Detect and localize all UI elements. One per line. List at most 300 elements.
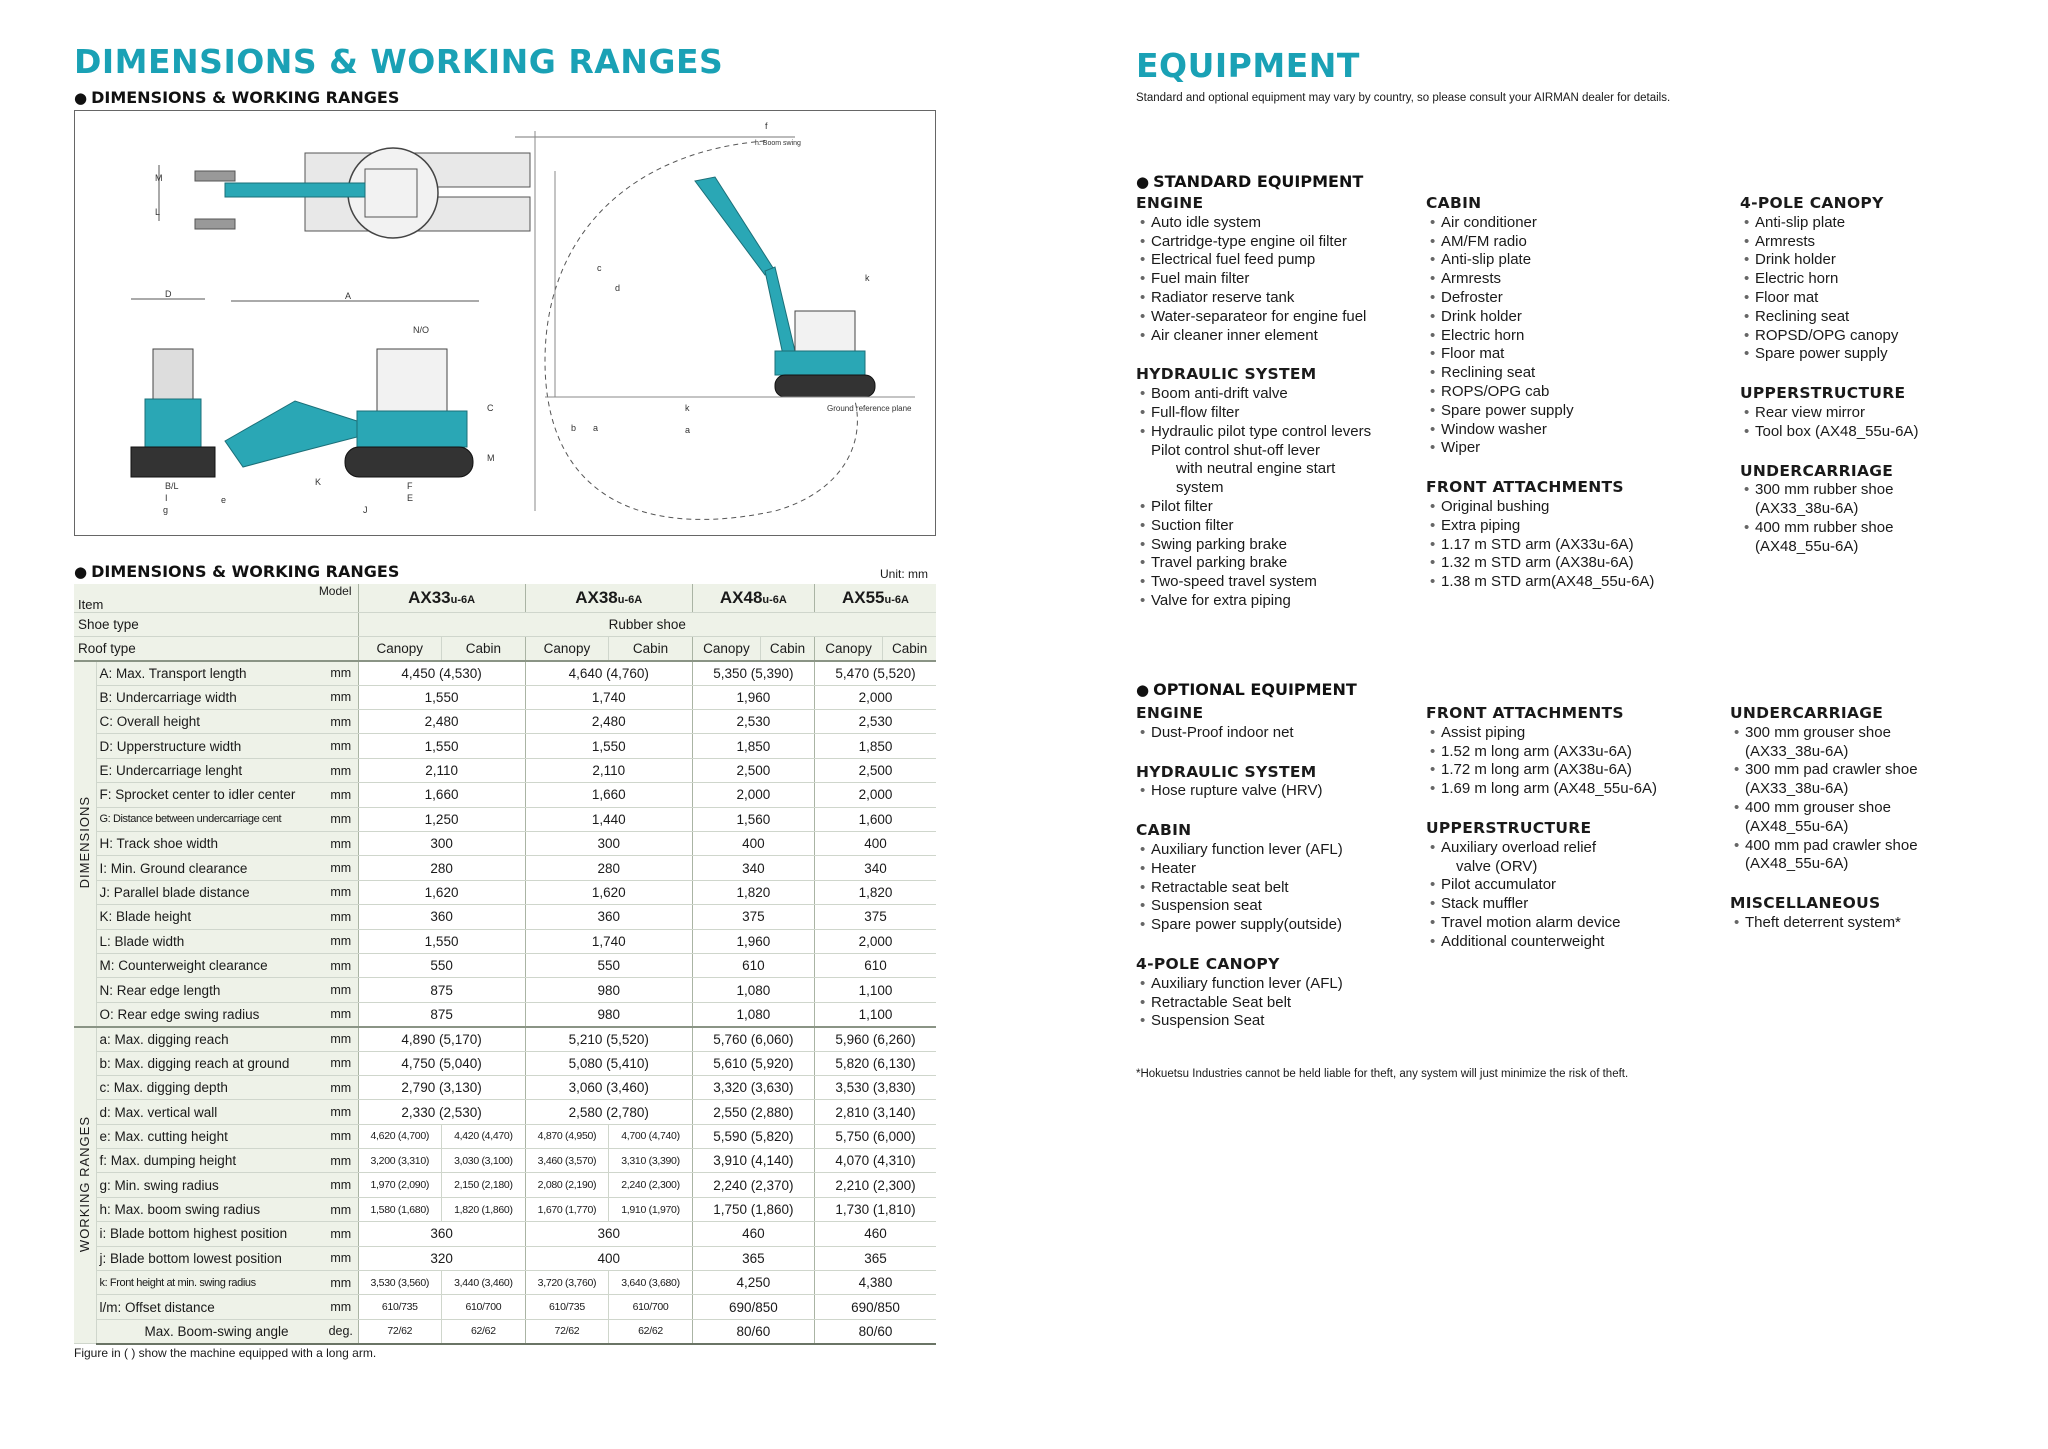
equipment-item: • Wiper <box>1426 439 1654 458</box>
row-label: d: Max. vertical wall <box>96 1100 324 1124</box>
value-cell: 400 <box>692 832 814 856</box>
value-cell: 5,960 (6,260) <box>814 1027 936 1051</box>
table-row <box>74 1246 936 1270</box>
table-row <box>74 856 936 880</box>
value-cell: 2,790 (3,130) <box>358 1075 525 1099</box>
equipment-item: • Drink holder <box>1740 251 1918 270</box>
equipment-item: (AX33_38u-6A) <box>1745 742 1849 760</box>
table-row <box>74 953 936 977</box>
value-cell: 320 <box>358 1246 525 1270</box>
row-label: l/m: Offset distance <box>96 1295 324 1319</box>
value-cell: 610 <box>814 953 936 977</box>
value-cell: 1,670 (1,770) <box>525 1197 609 1221</box>
standard-equipment-heading: ● STANDARD EQUIPMENT <box>1136 172 1363 191</box>
row-label: E: Undercarriage lenght <box>96 758 324 782</box>
equipment-item: with neutral engine start <box>1176 460 1336 478</box>
equipment-item: • Hose rupture valve (HRV) <box>1136 782 1343 801</box>
value-cell: 1,850 <box>814 734 936 758</box>
value-cell: 3,640 (3,680) <box>609 1271 693 1295</box>
equipment-item: • ROPS/OPG cab <box>1426 383 1654 402</box>
optional-col-2 <box>1426 704 1657 972</box>
roof-type-label: Roof type <box>74 636 358 660</box>
working-range-drawing <box>515 121 915 519</box>
optional-col-3 <box>1730 704 1918 953</box>
standard-col-3 <box>1740 194 1918 577</box>
equipment-item: • Suspension Seat <box>1136 1012 1343 1031</box>
equipment-item: • 400 mm grouser shoe <box>1730 799 1918 818</box>
equipment-item: • 1.17 m STD arm (AX33u-6A) <box>1426 536 1654 555</box>
value-cell: 2,240 (2,370) <box>692 1173 814 1197</box>
value-cell: 980 <box>525 978 692 1002</box>
table-row <box>74 734 936 758</box>
label-j: J <box>363 505 368 515</box>
row-unit: mm <box>324 661 358 685</box>
label-bl: g <box>163 505 169 515</box>
table-row <box>74 1051 936 1075</box>
equipment-item: • 1.32 m STD arm (AX38u-6A) <box>1426 554 1654 573</box>
value-cell: 300 <box>525 832 692 856</box>
value-cell: 550 <box>525 953 692 977</box>
value-cell: 1,910 (1,970) <box>609 1197 693 1221</box>
label-e-range: c <box>597 263 602 273</box>
row-label: h: Max. boom swing radius <box>96 1197 324 1221</box>
roof-type-value: Cabin <box>442 636 526 660</box>
value-cell: 400 <box>814 832 936 856</box>
value-cell: 365 <box>692 1246 814 1270</box>
equipment-item: • Original bushing <box>1426 498 1654 517</box>
value-cell: 1,820 <box>814 880 936 904</box>
value-cell: 610/735 <box>525 1295 609 1319</box>
value-cell: 2,330 (2,530) <box>358 1100 525 1124</box>
equipment-item: • Travel motion alarm device <box>1426 914 1657 933</box>
row-unit: mm <box>324 807 358 831</box>
equipment-item: • Assist piping <box>1426 724 1657 743</box>
value-cell: 1,550 <box>525 734 692 758</box>
excavator-diagram <box>75 111 937 537</box>
label-a-range: a <box>685 425 691 435</box>
value-cell: 2,500 <box>692 758 814 782</box>
value-cell: 2,240 (2,300) <box>609 1173 693 1197</box>
row-label: H: Track shoe width <box>96 832 324 856</box>
row-label: O: Rear edge swing radius <box>96 1002 324 1026</box>
row-unit: mm <box>324 783 358 807</box>
model-header <box>525 584 692 612</box>
value-cell: 1,970 (2,090) <box>358 1173 442 1197</box>
equipment-item: • Window washer <box>1426 421 1654 440</box>
equipment-item: • Electric horn <box>1426 327 1654 346</box>
shoe-type-row <box>74 612 936 636</box>
equipment-item: • Additional counterweight <box>1426 933 1657 952</box>
roof-type-value: Cabin <box>761 636 815 660</box>
model-header <box>814 584 936 612</box>
table-row <box>74 1271 936 1295</box>
table-row <box>74 661 936 685</box>
value-cell: 460 <box>692 1222 814 1246</box>
row-unit: mm <box>324 734 358 758</box>
equipment-item: • Tool box (AX48_55u-6A) <box>1740 423 1918 442</box>
value-cell: 1,740 <box>525 685 692 709</box>
value-cell: 3,310 (3,390) <box>609 1149 693 1173</box>
row-unit: mm <box>324 856 358 880</box>
optional-col-1 <box>1136 704 1343 1051</box>
row-unit: mm <box>324 758 358 782</box>
equipment-title: EQUIPMENT <box>1136 46 1360 85</box>
value-cell: 1,960 <box>692 929 814 953</box>
label-m-top: M <box>155 173 163 183</box>
label-d: D <box>165 289 172 299</box>
group-label: WORKING RANGES <box>77 1115 93 1252</box>
row-label: b: Max. digging reach at ground <box>96 1051 324 1075</box>
value-cell: 2,480 <box>525 710 692 734</box>
value-cell: 360 <box>525 1222 692 1246</box>
shoe-type-value: Rubber shoe <box>358 612 936 636</box>
equipment-list <box>1740 214 1918 364</box>
value-cell: 1,440 <box>525 807 692 831</box>
value-cell: 4,450 (4,530) <box>358 661 525 685</box>
equipment-list <box>1136 214 1371 346</box>
group-label-cell <box>74 661 96 1027</box>
equipment-item: • Anti-slip plate <box>1740 214 1918 233</box>
model-suffix: u-6A <box>762 593 787 606</box>
equipment-list <box>1136 724 1343 743</box>
roof-type-value: Canopy <box>525 636 609 660</box>
equipment-list <box>1730 914 1918 933</box>
value-cell: 5,750 (6,000) <box>814 1124 936 1148</box>
equipment-item: • 1.52 m long arm (AX33u-6A) <box>1426 743 1657 762</box>
row-label: J: Parallel blade distance <box>96 880 324 904</box>
side-view-drawing <box>225 291 495 515</box>
model-suffix: u-6A <box>450 593 476 606</box>
value-cell: 400 <box>525 1246 692 1270</box>
equipment-item: • Armrests <box>1426 270 1654 289</box>
model-name: AX48u-6A <box>719 587 787 607</box>
label-g: I <box>165 493 168 503</box>
table-row <box>74 758 936 782</box>
standard-col-2 <box>1426 194 1654 612</box>
table-row <box>74 1222 936 1246</box>
value-cell: 2,000 <box>814 685 936 709</box>
value-cell: 80/60 <box>814 1319 936 1343</box>
value-cell: 610/700 <box>442 1295 526 1319</box>
value-cell: 4,380 <box>814 1271 936 1295</box>
value-cell: 550 <box>358 953 525 977</box>
table-row <box>74 905 936 929</box>
label-f: F <box>407 481 413 491</box>
drawing-heading: ● DIMENSIONS & WORKING RANGES <box>74 88 399 107</box>
value-cell: 2,110 <box>525 758 692 782</box>
value-cell: 340 <box>814 856 936 880</box>
roof-type-value: Cabin <box>883 636 936 660</box>
row-label: k: Front height at min. swing radius <box>96 1271 324 1295</box>
row-unit: mm <box>324 1100 358 1124</box>
row-unit: mm <box>324 978 358 1002</box>
equipment-list <box>1426 839 1657 952</box>
value-cell: 3,440 (3,460) <box>442 1271 526 1295</box>
value-cell: 2,210 (2,300) <box>814 1173 936 1197</box>
table-row <box>74 1319 936 1343</box>
row-unit: mm <box>324 1246 358 1270</box>
label-k: K <box>315 477 322 487</box>
row-label: D: Upperstructure width <box>96 734 324 758</box>
roof-type-value: Cabin <box>609 636 693 660</box>
equipment-item: • 400 mm pad crawler shoe <box>1730 837 1918 856</box>
row-unit: mm <box>324 685 358 709</box>
value-cell: 340 <box>692 856 814 880</box>
value-cell: 2,500 <box>814 758 936 782</box>
row-label: f: Max. dumping height <box>96 1149 324 1173</box>
value-cell: 610 <box>692 953 814 977</box>
equipment-item: • Fuel main filter <box>1136 270 1371 289</box>
row-label: M: Counterweight clearance <box>96 953 324 977</box>
table-row <box>74 1075 936 1099</box>
table-row <box>74 685 936 709</box>
equipment-item: • Spare power supply <box>1426 402 1654 421</box>
equipment-category: UNDERCARRIAGE <box>1730 704 1884 722</box>
model-name: AX33u-6A <box>408 587 476 607</box>
equipment-item: • Air cleaner inner element <box>1136 327 1371 346</box>
label-b-range: k <box>685 403 690 413</box>
row-label: N: Rear edge length <box>96 978 324 1002</box>
value-cell: 4,750 (5,040) <box>358 1051 525 1075</box>
roof-type-value: Canopy <box>814 636 882 660</box>
equipment-list <box>1426 498 1654 592</box>
row-label: c: Max. digging depth <box>96 1075 324 1099</box>
value-cell: 2,150 (2,180) <box>442 1173 526 1197</box>
value-cell: 72/62 <box>358 1319 442 1343</box>
model-label: Model <box>318 584 352 598</box>
value-cell: 875 <box>358 1002 525 1026</box>
label-a: A <box>345 291 352 301</box>
equipment-item: (AX33_38u-6A) <box>1755 500 1859 518</box>
equipment-item: • Drink holder <box>1426 308 1654 327</box>
equipment-category: FRONT ATTACHMENTS <box>1426 478 1624 497</box>
equipment-list <box>1136 385 1371 611</box>
value-cell: 3,200 (3,310) <box>358 1149 442 1173</box>
row-label: L: Blade width <box>96 929 324 953</box>
equipment-list <box>1136 782 1343 801</box>
item-model-header <box>74 584 358 612</box>
label-h: B/L <box>165 481 179 491</box>
label-i: e <box>221 495 227 505</box>
value-cell: 72/62 <box>525 1319 609 1343</box>
row-unit: mm <box>324 1222 358 1246</box>
model-name: AX38u-6A <box>575 587 643 607</box>
equipment-item: • Air conditioner <box>1426 214 1654 233</box>
equipment-item: • Full-flow filter <box>1136 404 1371 423</box>
equipment-item: • Water-separateor for engine fuel <box>1136 308 1371 327</box>
value-cell: 3,530 (3,830) <box>814 1075 936 1099</box>
equipment-category: HYDRAULIC SYSTEM <box>1136 762 1317 781</box>
equipment-item: • Auxiliary function lever (AFL) <box>1136 841 1343 860</box>
row-unit: mm <box>324 1149 358 1173</box>
value-cell: 1,100 <box>814 1002 936 1026</box>
row-label: g: Min. swing radius <box>96 1173 324 1197</box>
row-label: A: Max. Transport length <box>96 661 324 685</box>
value-cell: 300 <box>358 832 525 856</box>
row-label: K: Blade height <box>96 905 324 929</box>
value-cell: 360 <box>358 1222 525 1246</box>
value-cell: 2,550 (2,880) <box>692 1100 814 1124</box>
equipment-item: • Hydraulic pilot type control levers <box>1136 423 1371 442</box>
equipment-item: (AX48_55u-6A) <box>1745 855 1849 873</box>
table-row <box>74 710 936 734</box>
equipment-category: HYDRAULIC SYSTEM <box>1136 365 1317 384</box>
equipment-item: • Auxiliary function lever (AFL) <box>1136 975 1343 994</box>
equipment-category: FRONT ATTACHMENTS <box>1426 704 1624 722</box>
value-cell: 2,080 (2,190) <box>525 1173 609 1197</box>
equipment-item: (AX48_55u-6A) <box>1745 817 1849 835</box>
value-cell: 365 <box>814 1246 936 1270</box>
standard-col-1 <box>1136 194 1371 631</box>
equipment-item: • Armrests <box>1740 233 1918 252</box>
equipment-item: • 1.38 m STD arm(AX48_55u-6A) <box>1426 573 1654 592</box>
label-no: N/O <box>413 325 430 335</box>
table-header-row <box>74 584 936 612</box>
group-label-cell <box>74 1027 96 1344</box>
equipment-item: system <box>1176 479 1224 497</box>
value-cell: 5,590 (5,820) <box>692 1124 814 1148</box>
value-cell: 2,000 <box>814 783 936 807</box>
roof-type-row <box>74 636 936 660</box>
equipment-item: • Extra piping <box>1426 517 1654 536</box>
label-ground-plane: Ground reference plane <box>827 404 912 413</box>
equipment-item: • Electric horn <box>1740 270 1918 289</box>
value-cell: 1,730 (1,810) <box>814 1197 936 1221</box>
value-cell: 5,210 (5,520) <box>525 1027 692 1051</box>
equipment-item: • Retractable seat belt <box>1136 879 1343 898</box>
table-row <box>74 832 936 856</box>
model-name: AX55u-6A <box>841 587 909 607</box>
optional-equipment-heading: ● OPTIONAL EQUIPMENT <box>1136 680 1357 699</box>
value-cell: 1,560 <box>692 807 814 831</box>
dimension-drawings <box>74 110 936 536</box>
row-unit: mm <box>324 1173 358 1197</box>
table-row <box>74 1149 936 1173</box>
equipment-item: • 1.72 m long arm (AX38u-6A) <box>1426 761 1657 780</box>
value-cell: 5,080 (5,410) <box>525 1051 692 1075</box>
row-label: F: Sprocket center to idler center <box>96 783 324 807</box>
row-label: B: Undercarriage width <box>96 685 324 709</box>
value-cell: 280 <box>525 856 692 880</box>
table-row <box>74 1197 936 1221</box>
roof-type-value: Canopy <box>358 636 442 660</box>
equipment-item: • Rear view mirror <box>1740 404 1918 423</box>
equipment-item: • 400 mm rubber shoe <box>1740 519 1918 538</box>
equipment-category: CABIN <box>1136 821 1192 840</box>
row-unit: deg. <box>324 1319 358 1343</box>
value-cell: 980 <box>525 1002 692 1026</box>
table-heading: ● DIMENSIONS & WORKING RANGES <box>74 562 399 581</box>
value-cell: 1,660 <box>358 783 525 807</box>
row-unit: mm <box>324 1271 358 1295</box>
label-boom-swing: h: Boom swing <box>755 140 801 147</box>
equipment-item: • Boom anti-drift valve <box>1136 385 1371 404</box>
row-unit: mm <box>324 953 358 977</box>
equipment-item: • Reclining seat <box>1740 308 1918 327</box>
row-unit: mm <box>324 1002 358 1026</box>
equipment-item: • Travel parking brake <box>1136 554 1371 573</box>
unit-label: Unit: mm <box>880 567 928 581</box>
row-label: a: Max. digging reach <box>96 1027 324 1051</box>
equipment-item: • 300 mm grouser shoe <box>1730 724 1918 743</box>
row-unit: mm <box>324 1197 358 1221</box>
group-label: DIMENSIONS <box>77 796 93 889</box>
equipment-category: ENGINE <box>1136 704 1204 722</box>
table-row <box>74 1295 936 1319</box>
equipment-list <box>1730 724 1918 874</box>
equipment-subtitle: Standard and optional equipment may vary by country, so please consult your AIRMAN dealer for details. <box>1136 92 1671 104</box>
equipment-item: • ROPSD/OPG canopy <box>1740 327 1918 346</box>
equipment-item: • Defroster <box>1426 289 1654 308</box>
row-unit: mm <box>324 1295 358 1319</box>
front-view-drawing <box>131 289 226 515</box>
value-cell: 690/850 <box>692 1295 814 1319</box>
value-cell: 1,250 <box>358 807 525 831</box>
equipment-item: valve (ORV) <box>1456 857 1538 875</box>
equipment-item: • Dust-Proof indoor net <box>1136 724 1343 743</box>
value-cell: 1,820 <box>692 880 814 904</box>
value-cell: 62/62 <box>442 1319 526 1343</box>
table-row <box>74 880 936 904</box>
table-row <box>74 1173 936 1197</box>
table-row <box>74 1124 936 1148</box>
equipment-item: • 1.69 m long arm (AX48_55u-6A) <box>1426 780 1657 799</box>
table-row <box>74 1002 936 1026</box>
value-cell: 1,660 <box>525 783 692 807</box>
value-cell: 2,480 <box>358 710 525 734</box>
value-cell: 460 <box>814 1222 936 1246</box>
value-cell: 1,100 <box>814 978 936 1002</box>
value-cell: 2,810 (3,140) <box>814 1100 936 1124</box>
equipment-category: UPPERSTRUCTURE <box>1426 818 1592 837</box>
table-footnote: Figure in ( ) show the machine equipped with a long arm. <box>74 1346 377 1360</box>
equipment-footnote: *Hokuetsu Industries cannot be held liable for theft, any system will just minimize the risk of theft. <box>1136 1068 1629 1080</box>
value-cell: 3,910 (4,140) <box>692 1149 814 1173</box>
value-cell: 1,600 <box>814 807 936 831</box>
equipment-item: • Floor mat <box>1740 289 1918 308</box>
equipment-item: • 300 mm rubber shoe <box>1740 481 1918 500</box>
table-row <box>74 929 936 953</box>
value-cell: 1,750 (1,860) <box>692 1197 814 1221</box>
label-k-range: k <box>865 273 870 283</box>
row-label: j: Blade bottom lowest position <box>96 1246 324 1270</box>
value-cell: 610/735 <box>358 1295 442 1319</box>
model-suffix: u-6A <box>617 593 643 606</box>
table-row <box>74 1027 936 1051</box>
row-unit: mm <box>324 1027 358 1051</box>
equipment-item: • Auto idle system <box>1136 214 1371 233</box>
equipment-category: MISCELLANEOUS <box>1730 894 1881 913</box>
value-cell: 1,580 (1,680) <box>358 1197 442 1221</box>
shoe-type-label: Shoe type <box>74 612 358 636</box>
equipment-item: • Reclining seat <box>1426 364 1654 383</box>
value-cell: 5,470 (5,520) <box>814 661 936 685</box>
row-unit: mm <box>324 880 358 904</box>
value-cell: 3,720 (3,760) <box>525 1271 609 1295</box>
value-cell: 4,870 (4,950) <box>525 1124 609 1148</box>
label-f-range: d <box>615 283 621 293</box>
equipment-category: 4-POLE CANOPY <box>1740 194 1884 212</box>
equipment-item: • Floor mat <box>1426 345 1654 364</box>
label-e: E <box>407 493 414 503</box>
model-header <box>692 584 814 612</box>
value-cell: 360 <box>358 905 525 929</box>
value-cell: 1,850 <box>692 734 814 758</box>
equipment-category: CABIN <box>1426 194 1482 212</box>
equipment-item: • Two-speed travel system <box>1136 573 1371 592</box>
value-cell: 3,030 (3,100) <box>442 1149 526 1173</box>
value-cell: 1,620 <box>525 880 692 904</box>
